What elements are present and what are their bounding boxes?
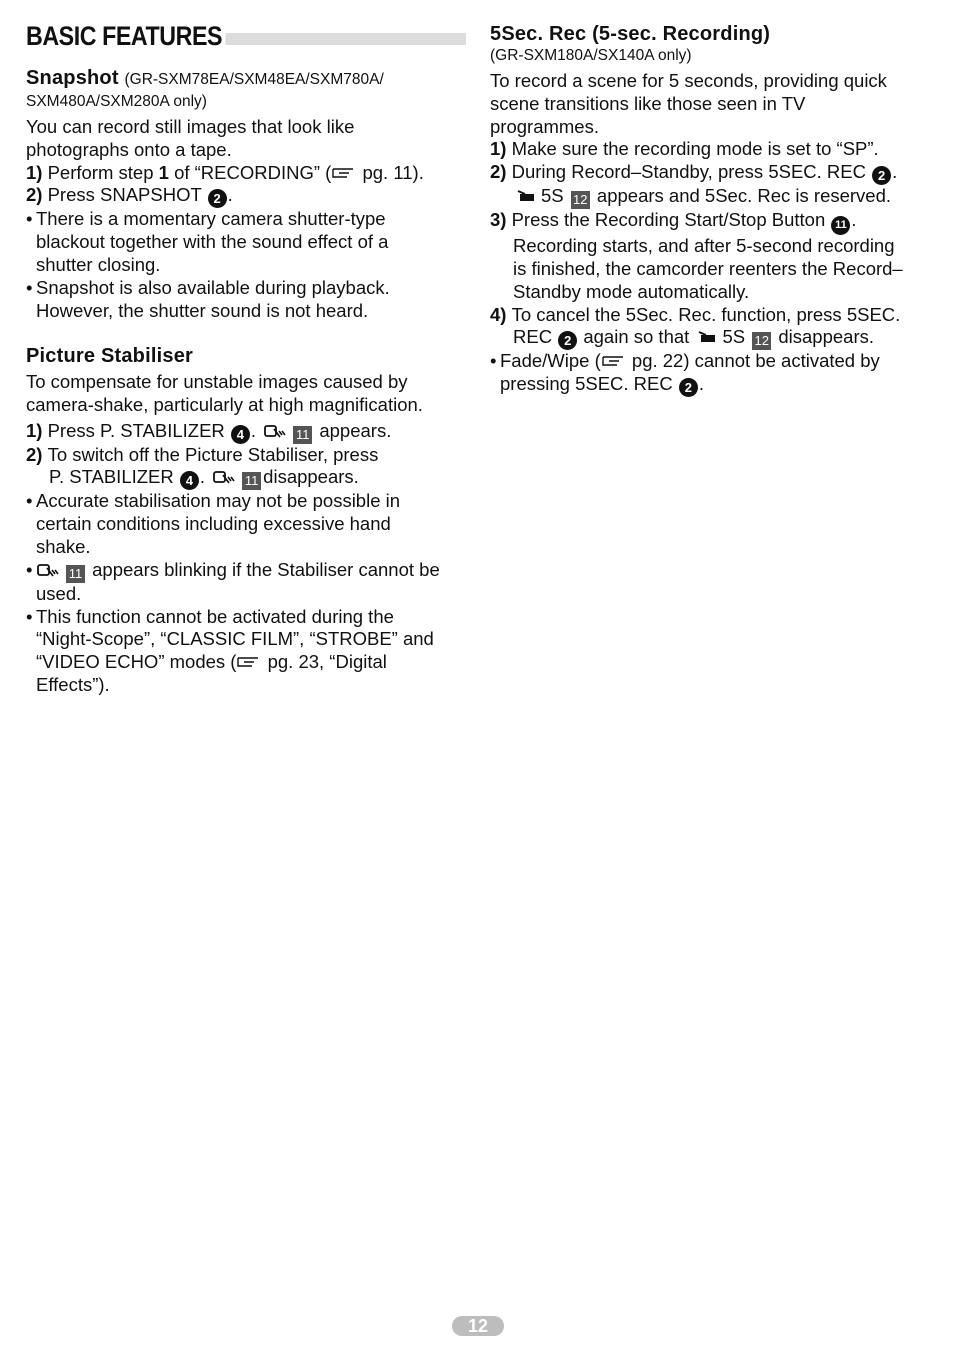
bullet-text: appears blinking if the Stabiliser cannot be: [87, 558, 440, 580]
bullet-text: shutter closing.: [36, 253, 161, 275]
stabiliser-icon: [263, 423, 289, 439]
step-text: pg. 11).: [357, 161, 424, 183]
stabiliser-bullet-3: [26, 606, 466, 697]
step-number: 2): [26, 443, 48, 465]
stabiliser-section: [26, 344, 466, 697]
step-text: 5S: [541, 185, 569, 207]
clapper-icon: [515, 189, 537, 203]
bullet-text: .: [698, 373, 705, 395]
step-text: Perform step: [47, 161, 159, 183]
fivesec-step-2-cont: [490, 185, 930, 209]
step-text: Make sure the recording mode is set to “SP”.: [511, 138, 879, 160]
step-number: 1): [26, 419, 48, 441]
clapper-icon: [696, 330, 718, 344]
fivesec-step-4-cont: [490, 326, 930, 350]
fivesec-intro-3: programmes.: [490, 115, 599, 137]
step-number: 1): [26, 161, 48, 183]
step-number: 3): [490, 209, 512, 231]
bullet-dot: •: [26, 558, 33, 580]
key-number-badge: 2: [558, 331, 577, 350]
step-number: 2): [490, 161, 512, 183]
fivesec-models: (GR-SXM180A/SX140A only): [490, 47, 692, 64]
stabiliser-intro-1: To compensate for unstable images caused by: [26, 371, 408, 392]
step-text: disappears.: [263, 466, 359, 488]
key-number-badge: 11: [831, 216, 850, 235]
fivesec-bullet-1: [490, 350, 930, 397]
step-text: of “RECORDING” (: [168, 161, 332, 183]
bullet-text: pg. 22) cannot be activated by: [626, 350, 880, 372]
bullet-text: This function cannot be activated during the: [36, 605, 394, 627]
snapshot-models-cont: SXM480A/SXM280A only): [26, 93, 207, 110]
stabiliser-bullet-2: [26, 559, 466, 606]
bullet-text: Fade/Wipe (: [500, 350, 601, 372]
step-text: P. STABILIZER: [49, 466, 179, 488]
bullet-text: used.: [36, 582, 82, 604]
snapshot-bullet-2: [26, 277, 466, 323]
snapshot-section: [26, 66, 466, 322]
page-reference-icon: [601, 353, 627, 369]
display-badge: 12: [752, 332, 771, 350]
fivesec-intro-1: To record a scene for 5 seconds, providing quick: [490, 70, 887, 91]
step-text: Press the Recording Start/Stop Button: [511, 209, 831, 231]
step-text: Press SNAPSHOT: [47, 184, 207, 206]
bullet-text: blackout together with the sound effect of a: [36, 231, 389, 253]
fivesec-step-1: [490, 138, 930, 161]
snapshot-intro-2: photographs onto a tape.: [26, 138, 232, 160]
display-badge: 11: [66, 565, 85, 583]
page-title: BASIC FEATURES: [26, 20, 226, 52]
step-text: REC: [513, 326, 558, 348]
step-text: .: [892, 161, 898, 183]
bullet-dot: •: [490, 350, 497, 372]
step-text: .: [851, 209, 857, 231]
snapshot-bullet-1: [26, 208, 466, 276]
step-text: appears.: [314, 419, 392, 441]
step-number: 4): [490, 303, 512, 325]
bullet-text: pg. 23, “Digital: [262, 651, 387, 673]
fivesec-section: [490, 22, 930, 397]
snapshot-step-2: [26, 184, 466, 208]
step-text: appears and 5Sec. Rec is reserved.: [591, 185, 892, 207]
stabiliser-bullet-1: [26, 490, 466, 558]
page-reference-icon: [331, 165, 357, 181]
fivesec-step-4: [490, 304, 930, 327]
step-text: .: [250, 419, 262, 441]
step-ref: 1: [158, 161, 169, 183]
key-number-badge: 2: [872, 166, 891, 185]
bullet-text: However, the shutter sound is not heard.: [36, 299, 369, 321]
snapshot-step-1: [26, 162, 466, 185]
bullet-text: certain conditions including excessive hand: [36, 513, 391, 535]
stabiliser-heading: Picture Stabiliser: [26, 345, 193, 367]
step-number: 1): [490, 138, 512, 160]
fivesec-heading: 5Sec. Rec (5-sec. Recording): [490, 23, 771, 45]
snapshot-title: Snapshot: [26, 67, 119, 89]
step-text: To switch off the Picture Stabiliser, press: [47, 443, 379, 465]
bullet-text: Accurate stabilisation may not be possible in: [36, 490, 401, 512]
stabiliser-step-1: [26, 420, 466, 444]
bullet-dot: •: [26, 490, 33, 512]
step-number: 2): [26, 184, 48, 206]
stabiliser-intro-2: camera-shake, particularly at high magnification.: [26, 393, 423, 415]
display-badge: 12: [571, 191, 590, 209]
fivesec-step-2: [490, 161, 930, 185]
step-text: disappears.: [773, 326, 875, 348]
snapshot-models: (GR-SXM78EA/SXM48EA/SXM780A/: [124, 71, 384, 88]
bullet-dot: •: [26, 276, 33, 298]
stabiliser-step-2-cont: [26, 466, 466, 490]
stabiliser-icon: [36, 562, 62, 578]
snapshot-heading: [26, 66, 466, 92]
fivesec-intro-2: scene transitions like those seen in TV: [490, 92, 806, 114]
key-number-badge: 2: [679, 378, 698, 397]
display-badge: 11: [242, 472, 261, 490]
bullet-text: “Night-Scope”, “CLASSIC FILM”, “STROBE” and: [36, 628, 434, 650]
bullet-text: Snapshot is also available during playback.: [36, 276, 390, 298]
snapshot-intro-1: You can record still images that look like: [26, 116, 355, 137]
step-text: .: [199, 466, 211, 488]
bullet-text: pressing 5SEC. REC: [500, 373, 678, 395]
step-text: again so that: [578, 326, 695, 348]
key-number-badge: 4: [180, 471, 199, 490]
page-header: [26, 20, 466, 52]
step-text: Press P. STABILIZER: [47, 419, 230, 441]
page-number: 12: [452, 1316, 504, 1336]
step-text: 5S: [722, 326, 751, 348]
stabiliser-step-2: [26, 444, 466, 467]
page-reference-icon: [236, 654, 262, 670]
bullet-dot: •: [26, 605, 33, 627]
bullet-dot: •: [26, 208, 33, 230]
step-text: During Record–Standby, press 5SEC. REC: [511, 161, 872, 183]
stabiliser-icon: [212, 469, 238, 485]
fivesec-step-3: [490, 209, 930, 235]
step-text: To cancel the 5Sec. Rec. function, press 5SEC.: [511, 303, 901, 325]
fivesec-step-3-cont-3: Standby mode automatically.: [513, 280, 750, 302]
fivesec-step-3-cont-1: Recording starts, and after 5-second recording: [513, 235, 895, 257]
key-number-badge: 2: [208, 189, 227, 208]
title-rule: [216, 33, 466, 45]
bullet-text: There is a momentary camera shutter-type: [36, 208, 386, 230]
bullet-text: “VIDEO ECHO” modes (: [36, 651, 237, 673]
key-number-badge: 4: [231, 425, 250, 444]
bullet-text: Effects”).: [36, 673, 110, 695]
fivesec-step-3-cont-2: is finished, the camcorder reenters the Record–: [513, 257, 903, 279]
bullet-text: shake.: [36, 535, 91, 557]
display-badge: 11: [293, 426, 312, 444]
step-text: .: [227, 184, 233, 206]
